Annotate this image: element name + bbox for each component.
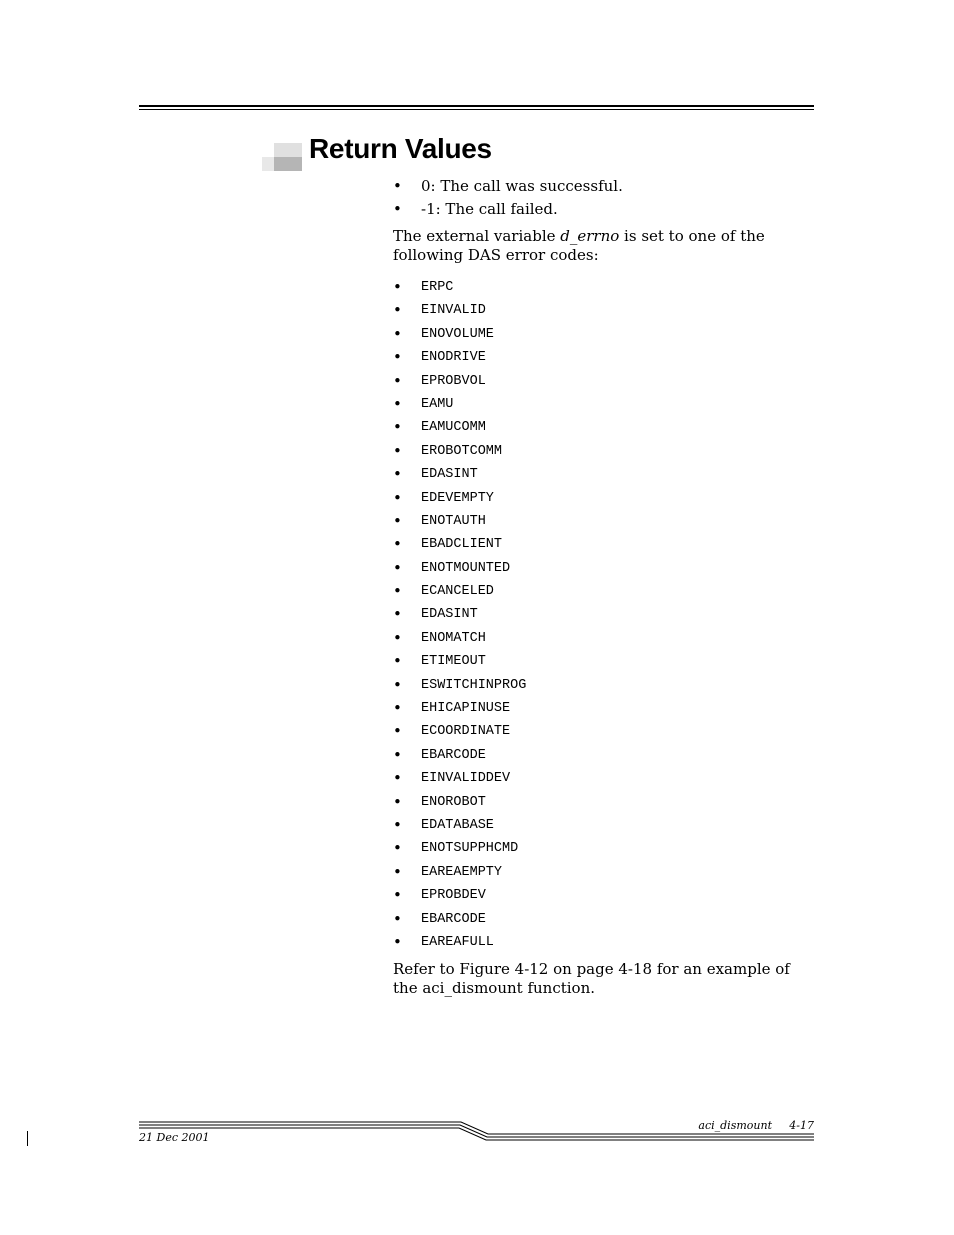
errno-text-before: The external variable [393, 227, 561, 245]
error-code-item: • EAREAFULL [393, 931, 526, 954]
error-code-item: • EBARCODE [393, 908, 526, 931]
errno-text-after: is set to one of the following DAS error codes: [393, 227, 765, 264]
header-rule [139, 105, 814, 107]
error-code-item: • EAMUCOMM [393, 416, 526, 439]
heading-marker-icon [262, 143, 302, 171]
error-code-list [393, 276, 526, 954]
error-code-item: • ECANCELED [393, 580, 526, 603]
error-code-item: • EINVALID [393, 299, 526, 322]
error-code-item: • ESWITCHINPROG [393, 674, 526, 697]
error-code-item: • EAMU [393, 393, 526, 416]
return-values-list [393, 175, 623, 221]
error-code-item: • ETIMEOUT [393, 650, 526, 673]
footer-function-name: aci_dismount [698, 1119, 772, 1132]
error-code-item: • ERPC [393, 276, 526, 299]
error-code-item: • EDEVEMPTY [393, 487, 526, 510]
section-heading: Return Values [309, 133, 492, 164]
list-item: • -1: The call failed. [393, 198, 623, 221]
error-code-item: • EPROBVOL [393, 370, 526, 393]
error-code-item: • ECOORDINATE [393, 720, 526, 743]
error-code-item: • EDASINT [393, 603, 526, 626]
error-code-item: • ENOTAUTH [393, 510, 526, 533]
error-code-item: • ENOVOLUME [393, 323, 526, 346]
error-code-item: • EROBOTCOMM [393, 440, 526, 463]
change-bar [27, 1131, 28, 1146]
error-code-item: • EBARCODE [393, 744, 526, 767]
error-code-item: • EPROBDEV [393, 884, 526, 907]
error-code-item: • ENOROBOT [393, 791, 526, 814]
error-code-item: • EDASINT [393, 463, 526, 486]
error-code-item: • ENOTSUPPHCMD [393, 837, 526, 860]
error-code-item: • ENODRIVE [393, 346, 526, 369]
header-rule-thin [139, 109, 814, 110]
closing-paragraph: Refer to Figure 4-12 on page 4-18 for an example of the aci_dismount function. [393, 960, 790, 997]
error-code-item: • EAREAEMPTY [393, 861, 526, 884]
error-code-item: • ENOTMOUNTED [393, 557, 526, 580]
error-code-item: • EDATABASE [393, 814, 526, 837]
errno-paragraph [393, 227, 818, 265]
errno-variable: d_errno [560, 227, 620, 245]
error-code-item: • EBADCLIENT [393, 533, 526, 556]
error-code-item: • EHICAPINUSE [393, 697, 526, 720]
footer-date: 21 Dec 2001 [139, 1131, 210, 1144]
error-code-item: • ENOMATCH [393, 627, 526, 650]
error-code-item: • EINVALIDDEV [393, 767, 526, 790]
footer-page-number: 4-17 [789, 1119, 814, 1132]
list-item: • 0: The call was successful. [393, 175, 623, 198]
